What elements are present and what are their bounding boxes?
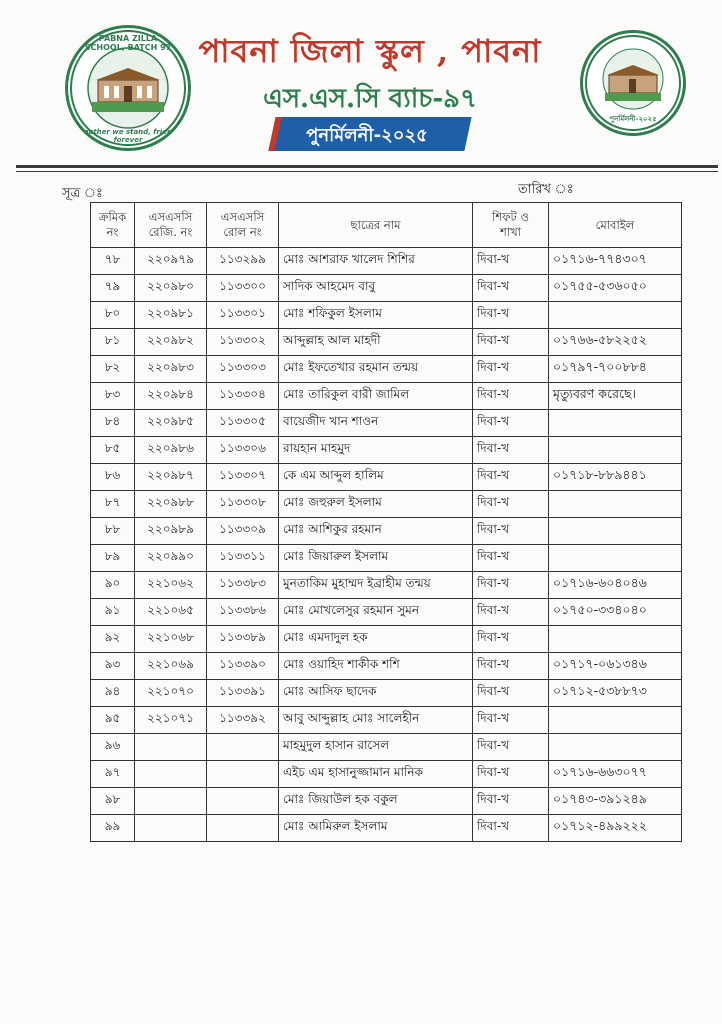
cell-serial: ৭৯: [91, 275, 135, 302]
cell-student-name: মোঃ আমিরুল ইসলাম: [279, 815, 473, 842]
table-row: [91, 248, 682, 275]
cell-shift: দিবা-খ: [473, 464, 549, 491]
cell-student-name: মোঃ মোখলেসুর রহমান সুমন: [279, 599, 473, 626]
cell-shift: দিবা-খ: [473, 680, 549, 707]
table-row: [91, 788, 682, 815]
cell-mobile: ০১৭১৬-৭৭৪৩০৭: [549, 248, 682, 275]
cell-roll: ১১৩৩০৬: [207, 437, 279, 464]
cell-shift: দিবা-খ: [473, 491, 549, 518]
cell-shift: দিবা-খ: [473, 788, 549, 815]
cell-registration: ২২০৯৯০: [135, 545, 207, 572]
header-shift: শিফট ও শাখা: [473, 203, 549, 248]
cell-student-name: আব্দুল্লাহ আল মাহদী: [279, 329, 473, 356]
cell-mobile: [549, 437, 682, 464]
cell-roll: [207, 761, 279, 788]
cell-mobile: ০১৭১২-৫৩৮৮৭৩: [549, 680, 682, 707]
cell-shift: দিবা-খ: [473, 518, 549, 545]
cell-student-name: মোঃ ইফতেখার রহমান তন্ময়: [279, 356, 473, 383]
table-row: [91, 437, 682, 464]
cell-registration: ২২১০৭১: [135, 707, 207, 734]
cell-serial: ৭৮: [91, 248, 135, 275]
header-divider-thin: [16, 171, 718, 172]
table-row: [91, 410, 682, 437]
cell-roll: [207, 734, 279, 761]
cell-roll: ১১৩৩০৩: [207, 356, 279, 383]
cell-shift: দিবা-খ: [473, 653, 549, 680]
header-serial: ক্রমিক নং: [91, 203, 135, 248]
table-row: [91, 545, 682, 572]
cell-student-name: মোঃ এমদাদুল হক: [279, 626, 473, 653]
table-row: [91, 599, 682, 626]
cell-shift: দিবা-খ: [473, 545, 549, 572]
cell-student-name: এইচ এম হাসানুজ্জামান মানিক: [279, 761, 473, 788]
cell-roll: ১১৩৩০৭: [207, 464, 279, 491]
cell-registration: ২২১০৭০: [135, 680, 207, 707]
cell-roll: ১১৩৩৯১: [207, 680, 279, 707]
cell-serial: ৮৯: [91, 545, 135, 572]
cell-registration: ২২০৯৮৩: [135, 356, 207, 383]
cell-student-name: মোঃ আশরাফ খালেদ শিশির: [279, 248, 473, 275]
cell-mobile: ০১৭৫৫-৫৩৬০৫০: [549, 275, 682, 302]
date-label: তারিখ ঃ: [518, 182, 574, 197]
cell-student-name: মোঃ জিয়াউল হক বকুল: [279, 788, 473, 815]
reunion-logo-right: [580, 30, 686, 136]
table-header-row: [91, 203, 682, 248]
cell-mobile: [549, 626, 682, 653]
cell-student-name: মোঃ তারিকুল বারী জামিল: [279, 383, 473, 410]
student-roster-table: [90, 202, 682, 842]
cell-roll: ১১৩৩০৪: [207, 383, 279, 410]
cell-mobile: মৃত্যুবরণ করেছে।: [549, 383, 682, 410]
cell-serial: ৮০: [91, 302, 135, 329]
cell-serial: ৯৯: [91, 815, 135, 842]
reference-label: সূত্র ঃ: [62, 186, 103, 201]
cell-serial: ৯৩: [91, 653, 135, 680]
cell-roll: ১১৩৩০৫: [207, 410, 279, 437]
cell-student-name: মোঃ জহুরুল ইসলাম: [279, 491, 473, 518]
cell-student-name: মাহমুদুল হাসান রাসেল: [279, 734, 473, 761]
cell-student-name: মোঃ ওয়াহিদ শাকীক শশি: [279, 653, 473, 680]
cell-registration: [135, 734, 207, 761]
logo-ring-top-text: PABNA ZILLA SCHOOL, BATCH 97: [84, 34, 172, 52]
cell-serial: ৯৮: [91, 788, 135, 815]
batch-subtitle: এস.এস.সি ব্যাচ-৯৭: [263, 84, 477, 114]
cell-shift: দিবা-খ: [473, 356, 549, 383]
cell-student-name: রায়হান মাহমুদ: [279, 437, 473, 464]
cell-shift: দিবা-খ: [473, 437, 549, 464]
cell-roll: ১১৩৩৯০: [207, 653, 279, 680]
cell-registration: ২২০৯৮৫: [135, 410, 207, 437]
cell-shift: দিবা-খ: [473, 248, 549, 275]
cell-mobile: ০১৭৯৭-৭০০৮৮৪: [549, 356, 682, 383]
cell-mobile: ০১৭১৬-৬০৪০৪৬: [549, 572, 682, 599]
cell-shift: দিবা-খ: [473, 275, 549, 302]
cell-roll: ১১৩৩১১: [207, 545, 279, 572]
cell-serial: ৯৭: [91, 761, 135, 788]
cell-serial: ৮২: [91, 356, 135, 383]
header-mobile: মোবাইল: [549, 203, 682, 248]
cell-shift: দিবা-খ: [473, 302, 549, 329]
table-row: [91, 491, 682, 518]
cell-roll: ১১৩৩০৮: [207, 491, 279, 518]
letterhead: [0, 0, 722, 170]
table-row: [91, 815, 682, 842]
cell-registration: ২২১০৬২: [135, 572, 207, 599]
cell-shift: দিবা-খ: [473, 572, 549, 599]
cell-registration: [135, 761, 207, 788]
cell-serial: ৮৪: [91, 410, 135, 437]
header-registration: এসএসসি রেজি. নং: [135, 203, 207, 248]
table-row: [91, 329, 682, 356]
table-row: [91, 680, 682, 707]
cell-registration: ২২০৯৮০: [135, 275, 207, 302]
cell-student-name: আবু আব্দুল্লাহ মোঃ সালেহীন: [279, 707, 473, 734]
cell-shift: দিবা-খ: [473, 734, 549, 761]
cell-student-name: মোঃ শফিকুল ইসলাম: [279, 302, 473, 329]
table-row: [91, 734, 682, 761]
cell-registration: ২২১০৬৫: [135, 599, 207, 626]
cell-roll: ১১৩৩০১: [207, 302, 279, 329]
cell-mobile: ০১৭১২-৪৯৯২২২: [549, 815, 682, 842]
cell-serial: ৮৭: [91, 491, 135, 518]
cell-registration: ২২০৯৮২: [135, 329, 207, 356]
cell-roll: ১১৩৩৯২: [207, 707, 279, 734]
cell-serial: ৯২: [91, 626, 135, 653]
cell-shift: দিবা-খ: [473, 329, 549, 356]
logo-ring-bottom-text: Together we stand, friends forever: [74, 128, 182, 144]
school-logo-left: [65, 25, 191, 151]
cell-student-name: মোঃ জিয়ারুল ইসলাম: [279, 545, 473, 572]
cell-registration: ২২০৯৭৯: [135, 248, 207, 275]
table-row: [91, 572, 682, 599]
header-divider: [16, 165, 718, 168]
cell-registration: ২২১০৬৮: [135, 626, 207, 653]
cell-shift: দিবা-খ: [473, 599, 549, 626]
cell-serial: ৮১: [91, 329, 135, 356]
header-roll: এসএসসি রোল নং: [207, 203, 279, 248]
cell-registration: ২২০৯৮৮: [135, 491, 207, 518]
cell-mobile: [549, 302, 682, 329]
table-row: [91, 356, 682, 383]
cell-registration: ২২০৯৮১: [135, 302, 207, 329]
page-title: পাবনা জিলা স্কুল , পাবনা: [198, 32, 542, 70]
header-student-name: ছাত্রের নাম: [279, 203, 473, 248]
cell-mobile: [549, 410, 682, 437]
cell-roll: ১১৩৩০৯: [207, 518, 279, 545]
cell-serial: ৮৩: [91, 383, 135, 410]
cell-serial: ৯১: [91, 599, 135, 626]
cell-mobile: ০১৭৪৩-৩৯১২৪৯: [549, 788, 682, 815]
cell-shift: দিবা-খ: [473, 815, 549, 842]
cell-shift: দিবা-খ: [473, 383, 549, 410]
cell-mobile: [549, 734, 682, 761]
cell-roll: ১১৩৩৮৯: [207, 626, 279, 653]
cell-roll: ১১৩৩৮৬: [207, 599, 279, 626]
cell-student-name: কে এম আব্দুল হালিম: [279, 464, 473, 491]
cell-mobile: [549, 707, 682, 734]
table-row: [91, 302, 682, 329]
cell-registration: ২২০৯৮৭: [135, 464, 207, 491]
table-row: [91, 626, 682, 653]
cell-roll: ১১৩৩০২: [207, 329, 279, 356]
cell-registration: ২২০৯৮৪: [135, 383, 207, 410]
cell-serial: ৯৬: [91, 734, 135, 761]
cell-serial: ৯০: [91, 572, 135, 599]
cell-shift: দিবা-খ: [473, 761, 549, 788]
cell-student-name: মোঃ আশিকুর রহমান: [279, 518, 473, 545]
cell-shift: দিবা-খ: [473, 707, 549, 734]
cell-mobile: ০১৭১৭-০৬১৩৪৬: [549, 653, 682, 680]
cell-mobile: ০১৭৬৬-৫৮২২৫২: [549, 329, 682, 356]
cell-mobile: [549, 518, 682, 545]
cell-roll: [207, 815, 279, 842]
cell-serial: ৮৮: [91, 518, 135, 545]
cell-serial: ৯৫: [91, 707, 135, 734]
cell-serial: ৯৪: [91, 680, 135, 707]
cell-mobile: ০১৭১৬-৬৬৩০৭৭: [549, 761, 682, 788]
table-row: [91, 275, 682, 302]
cell-mobile: [549, 491, 682, 518]
cell-shift: দিবা-খ: [473, 626, 549, 653]
cell-roll: ১১৩২৯৯: [207, 248, 279, 275]
cell-registration: ২২১০৬৯: [135, 653, 207, 680]
cell-serial: ৮৫: [91, 437, 135, 464]
cell-mobile: ০১৭৫০-৩৩৪০৪০: [549, 599, 682, 626]
table-row: [91, 464, 682, 491]
cell-student-name: মুনতাকিম মুহাম্মদ ইব্রাহীম তন্ময়: [279, 572, 473, 599]
cell-roll: ১১৩৩০০: [207, 275, 279, 302]
cell-registration: ২২০৯৮৬: [135, 437, 207, 464]
cell-mobile: ০১৭১৮-৮৮৯৪৪১: [549, 464, 682, 491]
table-row: [91, 518, 682, 545]
table-body: [91, 248, 682, 842]
reunion-banner-text: পুনর্মিলনী-২০২৫: [306, 125, 428, 146]
cell-registration: [135, 788, 207, 815]
table-row: [91, 761, 682, 788]
cell-roll: ১১৩৩৮৩: [207, 572, 279, 599]
table-row: [91, 707, 682, 734]
cell-student-name: বায়েজীদ খান শাওন: [279, 410, 473, 437]
cell-roll: [207, 788, 279, 815]
cell-student-name: মোঃ আসিফ ছাদেক: [279, 680, 473, 707]
cell-mobile: [549, 545, 682, 572]
cell-serial: ৮৬: [91, 464, 135, 491]
cell-shift: দিবা-খ: [473, 410, 549, 437]
cell-student-name: সাদিক আহমেদ বাবু: [279, 275, 473, 302]
cell-registration: [135, 815, 207, 842]
table-row: [91, 653, 682, 680]
cell-registration: ২২০৯৮৯: [135, 518, 207, 545]
table-row: [91, 383, 682, 410]
reunion-logo-caption: পুনর্মিলনী-২০২৫: [609, 115, 657, 123]
